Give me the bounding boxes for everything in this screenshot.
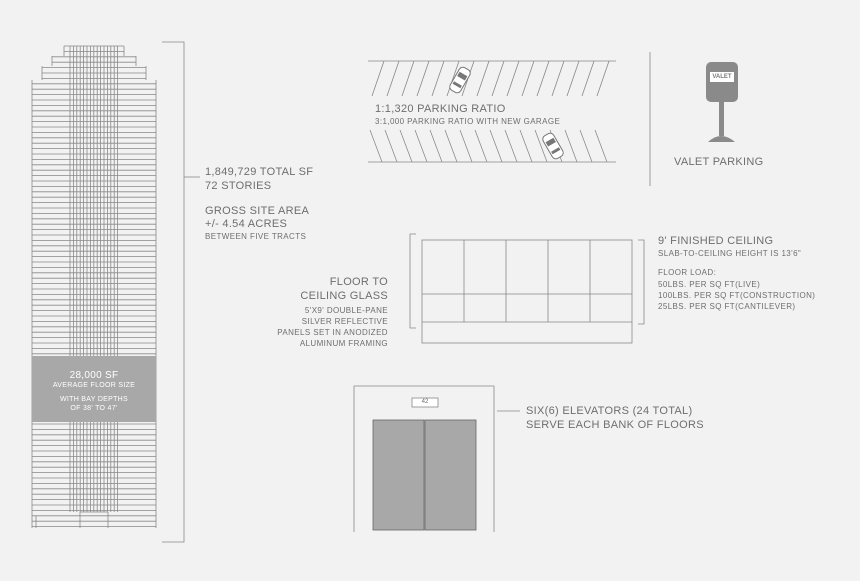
glass-desc-4: ALUMINUM FRAMING bbox=[299, 339, 388, 348]
floor-load-cantilever: 25LBS. PER SQ FT(CANTILEVER) bbox=[658, 302, 796, 311]
elevators-line-1: SIX(6) ELEVATORS (24 TOTAL) bbox=[526, 405, 693, 417]
car-icon bbox=[448, 66, 471, 95]
glass-desc-3: PANELS SET IN ANODIZED bbox=[277, 328, 388, 337]
stories-label: 72 STORIES bbox=[205, 180, 272, 192]
floor-load-construction: 100LBS. PER SQ FT(CONSTRUCTION) bbox=[658, 291, 816, 300]
tower-height-bracket bbox=[162, 42, 184, 542]
parking-ratio: 1:1,320 PARKING RATIO bbox=[375, 103, 506, 115]
ceiling-title: 9' FINISHED CEILING bbox=[658, 235, 774, 247]
bay-depths-line-2: OF 38' TO 47' bbox=[70, 405, 118, 412]
elevators-line-2: SERVE EACH BANK OF FLOORS bbox=[526, 419, 704, 431]
elevator-illustration bbox=[354, 386, 520, 532]
tower-mullion-lines bbox=[70, 46, 118, 512]
glass-desc-1: 5'X9' DOUBLE-PANE bbox=[304, 306, 388, 315]
elevator-floor-indicator: 42 bbox=[421, 399, 429, 405]
parking-ratio-new: 3:1,000 PARKING RATIO WITH NEW GARAGE bbox=[375, 117, 561, 126]
site-area-value: +/- 4.54 ACRES bbox=[205, 218, 288, 230]
floor-size-value: 28,000 SF bbox=[69, 370, 119, 381]
tower-illustration bbox=[32, 46, 156, 528]
site-area-title: GROSS SITE AREA bbox=[205, 205, 310, 217]
floor-load-title: FLOOR LOAD: bbox=[658, 268, 717, 277]
site-area-note: BETWEEN FIVE TRACTS bbox=[205, 232, 307, 241]
floor-load-live: 50LBS. PER SQ FT(LIVE) bbox=[658, 280, 761, 289]
slab-height: SLAB-TO-CEILING HEIGHT IS 13'6" bbox=[658, 249, 802, 258]
valet-sign-text: VALET bbox=[712, 74, 732, 80]
glass-title-1: FLOOR TO bbox=[329, 276, 388, 288]
glass-desc-2: SILVER REFLECTIVE bbox=[301, 317, 388, 326]
bay-depths-line-1: WITH BAY DEPTHS bbox=[59, 396, 129, 403]
window-grid bbox=[410, 234, 644, 343]
total-sf-label: 1,849,729 TOTAL SF bbox=[205, 166, 314, 178]
valet-parking-label: VALET PARKING bbox=[674, 156, 764, 168]
floor-size-label: AVERAGE FLOOR SIZE bbox=[52, 382, 136, 389]
glass-title-2: CEILING GLASS bbox=[300, 290, 388, 302]
